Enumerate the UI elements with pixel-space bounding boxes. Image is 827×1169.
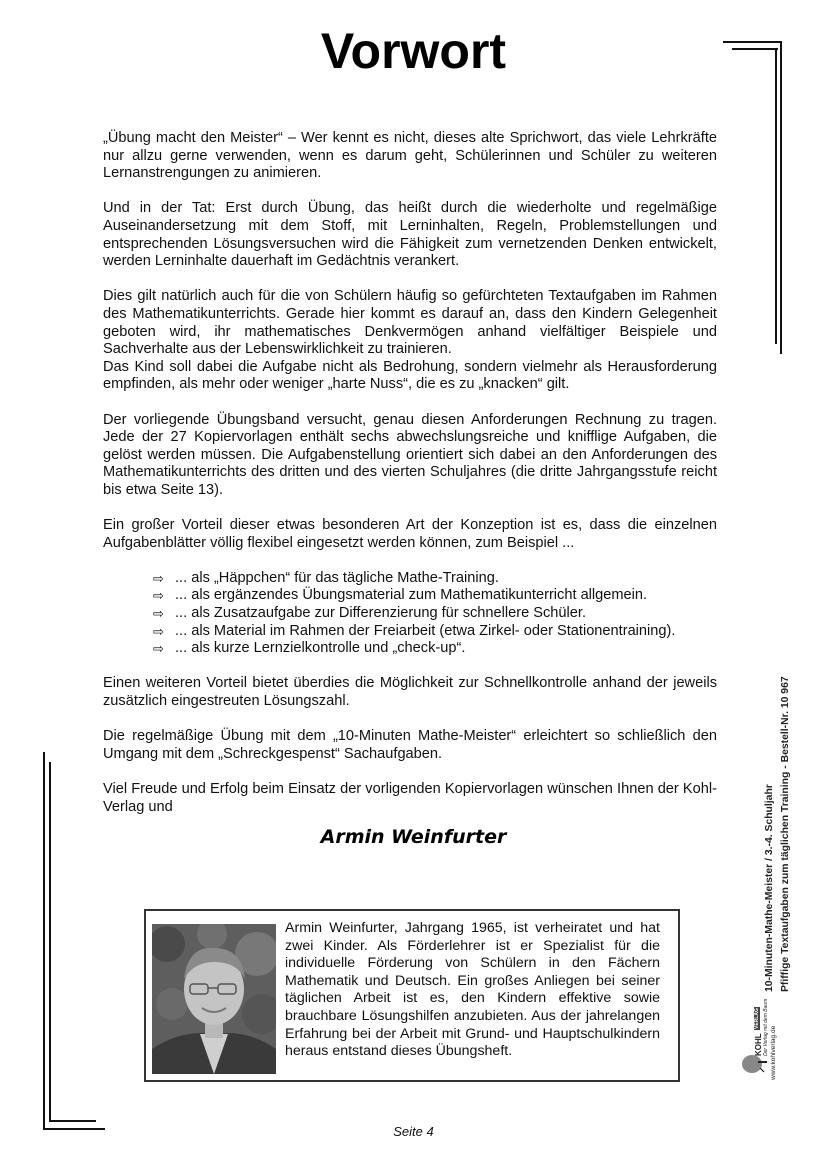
logo-slogan: Der Verlag mit dem Baum [763,998,769,1056]
list-item: ⇨ ... als Zusatzaufgabe zur Differenzierung für schnellere Schüler. [153,605,587,622]
author-signature: Armin Weinfurter [320,826,507,848]
corner-line-top-inner-v [775,48,777,344]
paragraph: Viel Freude und Erfolg beim Einsatz der vorligenden Kopiervorlagen wünschen Ihnen der Kohl-Verlag und [103,780,717,815]
corner-line-bottom-outer-v [43,752,45,1130]
logo-badge: VERLAG [754,1008,760,1029]
list-item: ⇨ ... als kurze Lernzielkontrolle und „check-up“. [153,640,466,657]
page-number: Seite 4 [393,1124,434,1139]
paragraph: Die regelmäßige Übung mit dem „10-Minuten Mathe-Meister“ erleichtert so schließlich den Umgang mit dem „Schreckgespenst“ Sachaufgaben. [103,728,717,762]
paragraph: Das Kind soll dabei die Aufgabe nicht als Bedrohung, sondern vielmehr als Herausforderung empfinden, als mehr oder weniger „harte Nuss“, die es zu „knacken“ gilt. [103,358,717,393]
arrow-right-icon: ⇨ [153,623,164,639]
paragraph: Ein großer Vorteil dieser etwas besonderen Art der Konzeption ist es, dass die einzelnen Aufgabenblätter völlig flexibel eingesetzt werden können, zum Beispiel ... [103,517,717,551]
paragraph: Der vorliegende Übungsband versucht, genau diesen Anforderungen Rechnung zu tragen. Jede der 27 Kopiervorlagen enthält sechs abwechslungsreiche und knifflige Aufgaben, die gelöst werden müssen. Die Aufgabenstellung orientiert sich dabei an den Anforderungen des Mathematikunterrichts des dritten und des vierten Schuljahres (die dritte Jahrgangsstufe reicht bis etwa Seite 13). [103,411,717,498]
corner-line-bottom-inner-v [49,762,51,1122]
logo-name: KOHL [754,1033,763,1056]
corner-line-top-outer-v [780,41,782,354]
corner-line-bottom-inner-h [49,1120,96,1122]
arrow-right-icon: ⇨ [153,641,164,657]
publisher-logo [738,990,780,1080]
paragraph: Dies gilt natürlich auch für die von Schülern häufig so gefürchteten Textaufgaben im Rahmen des Mathematikunterrichts. Gerade hier kommt es darauf an, dass den Kindern Gelegenheit geboten wird, ihr mathematisches Denkvermögen anhand vielfältiger Beispiele und Sachverhalte aus der Lebenswirklichkeit zu trainieren. [103,288,717,358]
sidebar-subtitle: Pfiffige Textaufgaben zum täglichen Training - Bestell-Nr. 10 967 [780,676,791,992]
body-text [103,130,717,834]
bullet-list [103,570,717,658]
arrow-right-icon: ⇨ [153,606,164,622]
page-title: Vorwort [320,23,507,79]
logo-url: www.kohlverlag.de [770,1025,777,1080]
list-item: ⇨ ... als ergänzendes Übungsmaterial zum Mathematikunterricht allgemein. [153,587,648,604]
portrait-image [152,924,276,1074]
arrow-right-icon: ⇨ [153,570,164,586]
arrow-right-icon: ⇨ [153,588,164,604]
author-photo [152,924,276,1074]
list-item: ⇨ ... als „Häppchen“ für das tägliche Mathe-Training. [153,569,499,586]
paragraph: Einen weiteren Vorteil bietet überdies die Möglichkeit zur Schnellkontrolle anhand der jeweils zusätzlich eingestreuten Lösungszahl. [103,675,717,709]
author-bio-text: Armin Weinfurter, Jahrgang 1965, ist verheiratet und hat zwei Kinder. Als Förderlehrer ist er Spezialist für die individuelle Förderung von Schülern in den Fächern Mathematik und Deutsch. Ein großes Anliegen bei seiner täglichen Arbeit ist es, den Kindern effektive sowie brauchbare Lösungshilfen anzubieten. Aus der jahrelangen Erfahrung bei der Arbeit mit Grund- und Hauptschulkindern heraus entstand dieses Übungsheft. [285,920,660,1060]
sidebar-series-title: 10-Minuten-Mathe-Meister / 3.-4. Schuljahr [764,784,775,992]
paragraph: „Übung macht den Meister“ – Wer kennt es nicht, dieses alte Sprichwort, das viele Lehrkräfte nur allzu gerne verwenden, wenn es darum geht, Schülerinnen und Schüler zu weiteren Lernanstrengungen zu animieren. [103,130,717,182]
paragraph: Und in der Tat: Erst durch Übung, das heißt durch die wiederholte und regelmäßige Auseinandersetzung mit dem Stoff, mit Lerninhalten, Regeln, Problemstellungen und entsprechenden Lösungsversuchen wird die Fähigkeit zum vernetzenden Denken entwickelt, werden Lerninhalte dauerhaft im Gedächtnis verankert. [103,200,717,270]
list-item: ⇨ ... als Material im Rahmen der Freiarbeit (etwa Zirkel- oder Stationentraining). [153,622,676,639]
